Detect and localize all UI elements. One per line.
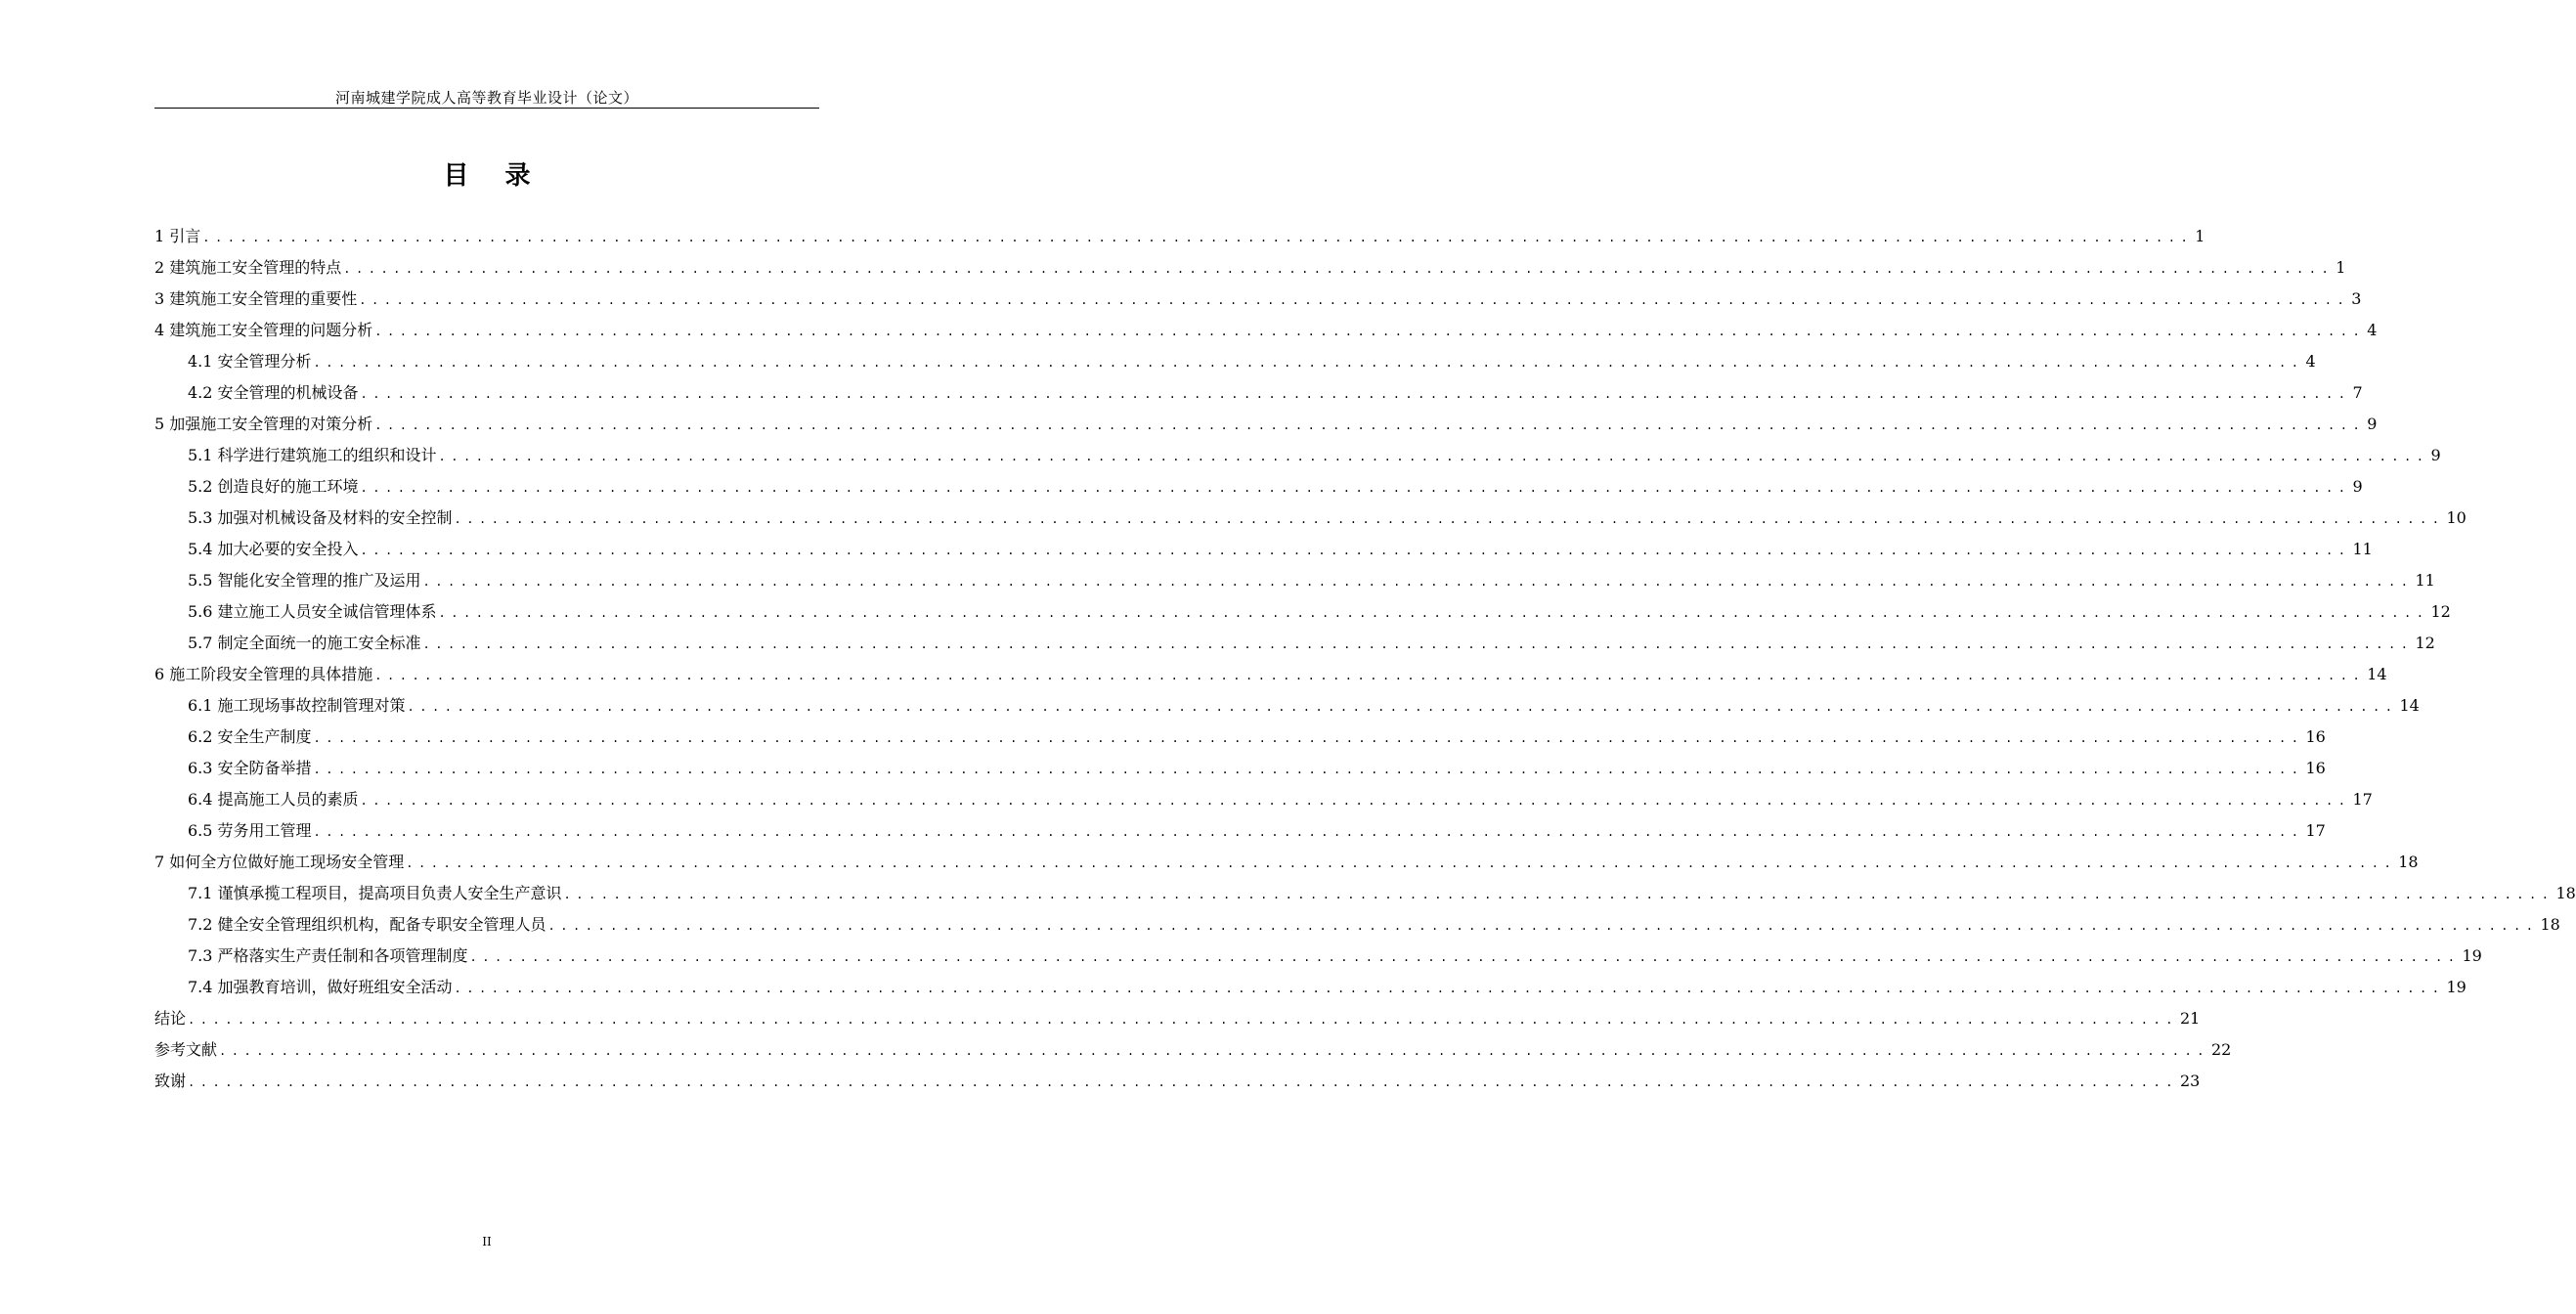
- toc-leader-dots: ................................................................................................................................................................: [438, 606, 2429, 620]
- toc-entry-page: 17: [2305, 821, 2326, 840]
- toc-leader-dots: ................................................................................................................................................................: [313, 825, 2304, 839]
- toc-entry[interactable]: [154, 722, 2326, 753]
- toc-leader-dots: ................................................................................................................................................................: [219, 1044, 2209, 1058]
- toc-entry-label: 结论: [154, 1009, 187, 1028]
- toc-leader-dots: ................................................................................................................................................................: [407, 700, 2398, 714]
- toc-leader-dots: ................................................................................................................................................................: [343, 262, 2335, 276]
- toc-entry-label: 4.1 安全管理分析: [188, 352, 312, 371]
- toc-entry-label: 7.1 谨慎承揽工程项目，提高项目负责人安全生产意识: [188, 884, 562, 902]
- toc-entry-page: 11: [2352, 540, 2373, 558]
- toc-entry[interactable]: [154, 221, 2205, 252]
- toc-entry-page: 18: [2555, 884, 2576, 902]
- toc-leader-dots: ................................................................................................................................................................: [547, 919, 2539, 933]
- toc-entry[interactable]: [154, 440, 2441, 471]
- toc-entry[interactable]: [154, 753, 2326, 784]
- toc-leader-dots: ................................................................................................................................................................: [454, 982, 2445, 995]
- toc-entry[interactable]: [154, 972, 2467, 1003]
- toc-entry-page: 18: [2398, 853, 2419, 871]
- toc-entry-label: 7.4 加强教育培训，做好班组安全活动: [188, 978, 453, 996]
- toc-entry[interactable]: [154, 659, 2387, 690]
- toc-entry-label: 7.3 严格落实生产责任制和各项管理制度: [188, 946, 468, 965]
- toc-leader-dots: ................................................................................................................................................................: [374, 418, 2366, 432]
- toc-leader-dots: ................................................................................................................................................................: [374, 669, 2366, 682]
- toc-entry-label: 4 建筑施工安全管理的问题分析: [154, 321, 373, 339]
- toc-entry[interactable]: [154, 596, 2451, 628]
- toc-entry-page: 9: [2352, 477, 2363, 496]
- toc-entry-page: 14: [2399, 696, 2420, 715]
- toc-leader-dots: ................................................................................................................................................................: [360, 544, 2351, 557]
- toc-entry-page: 7: [2352, 383, 2363, 402]
- table-of-contents: [154, 221, 2576, 1097]
- toc-entry-page: 3: [2351, 289, 2362, 308]
- toc-entry-page: 14: [2367, 665, 2387, 683]
- toc-entry-label: 7 如何全方位做好施工现场安全管理: [154, 853, 405, 871]
- toc-entry-label: 6.1 施工现场事故控制管理对策: [188, 696, 406, 715]
- toc-entry[interactable]: [154, 909, 2560, 941]
- toc-entry-label: 5.5 智能化安全管理的推广及运用: [188, 571, 421, 590]
- toc-entry-page: 18: [2540, 915, 2560, 934]
- toc-leader-dots: ................................................................................................................................................................: [188, 1075, 2178, 1089]
- toc-entry-page: 1: [2336, 258, 2346, 277]
- toc-leader-dots: ................................................................................................................................................................: [563, 888, 2554, 901]
- toc-entry-label: 6.3 安全防备举措: [188, 759, 312, 777]
- toc-entry[interactable]: [154, 847, 2419, 878]
- toc-entry-page: 9: [2430, 446, 2441, 464]
- toc-leader-dots: ................................................................................................................................................................: [313, 731, 2304, 745]
- running-header: 河南城建学院成人高等教育毕业设计（论文）: [334, 89, 638, 107]
- toc-entry-page: 4: [2305, 352, 2316, 371]
- toc-entry-page: 19: [2462, 946, 2482, 965]
- toc-entry[interactable]: [154, 941, 2482, 972]
- toc-entry-page: 17: [2352, 790, 2373, 809]
- toc-entry-label: 5.2 创造良好的施工环境: [188, 477, 359, 496]
- toc-entry-label: 5.6 建立施工人员安全诚信管理体系: [188, 602, 437, 621]
- toc-leader-dots: ................................................................................................................................................................: [360, 794, 2351, 808]
- toc-leader-dots: ................................................................................................................................................................: [406, 856, 2397, 870]
- toc-leader-dots: ................................................................................................................................................................: [313, 356, 2304, 370]
- toc-entry-page: 23: [2179, 1072, 2201, 1090]
- toc-entry-page: 12: [2430, 602, 2451, 621]
- toc-entry-page: 22: [2210, 1040, 2232, 1059]
- toc-entry-page: 10: [2446, 508, 2467, 527]
- toc-leader-dots: ................................................................................................................................................................: [202, 231, 2194, 244]
- toc-entry-label: 参考文献: [154, 1040, 218, 1059]
- toc-leader-dots: ................................................................................................................................................................: [422, 575, 2414, 589]
- toc-entry[interactable]: [154, 628, 2435, 659]
- toc-entry[interactable]: [154, 534, 2373, 565]
- toc-entry-page: 4: [2367, 321, 2378, 339]
- toc-entry-label: 致谢: [154, 1072, 187, 1090]
- toc-entry-label: 6.2 安全生产制度: [188, 727, 312, 746]
- toc-entry-page: 12: [2415, 634, 2435, 652]
- toc-entry-label: 5.1 科学进行建筑施工的组织和设计: [188, 446, 437, 464]
- toc-entry[interactable]: [154, 377, 2363, 409]
- toc-entry[interactable]: [154, 878, 2576, 909]
- toc-entry[interactable]: [154, 503, 2467, 534]
- toc-entry[interactable]: [154, 252, 2346, 284]
- toc-entry-page: 1: [2195, 227, 2205, 245]
- toc-entry-label: 6 施工阶段安全管理的具体措施: [154, 665, 373, 683]
- toc-entry[interactable]: [154, 815, 2326, 847]
- toc-leader-dots: ................................................................................................................................................................: [360, 387, 2351, 401]
- toc-entry-label: 6.5 劳务用工管理: [188, 821, 312, 840]
- toc-leader-dots: ................................................................................................................................................................: [374, 325, 2366, 338]
- toc-entry[interactable]: [154, 690, 2420, 722]
- toc-entry[interactable]: [154, 784, 2373, 815]
- page-number: II: [482, 1235, 492, 1248]
- toc-leader-dots: ................................................................................................................................................................: [438, 450, 2429, 463]
- toc-entry-page: 16: [2305, 727, 2326, 746]
- toc-entry-page: 19: [2446, 978, 2467, 996]
- toc-leader-dots: ................................................................................................................................................................: [469, 950, 2461, 964]
- toc-entry-label: 5.4 加大必要的安全投入: [188, 540, 359, 558]
- toc-entry[interactable]: [154, 471, 2363, 503]
- header-rule: [154, 108, 819, 109]
- toc-entry-label: 4.2 安全管理的机械设备: [188, 383, 359, 402]
- toc-entry[interactable]: [154, 1003, 2201, 1034]
- toc-entry-label: 5 加强施工安全管理的对策分析: [154, 415, 373, 433]
- toc-leader-dots: ................................................................................................................................................................: [188, 1013, 2178, 1027]
- toc-entry-label: 5.3 加强对机械设备及材料的安全控制: [188, 508, 453, 527]
- toc-entry-label: 2 建筑施工安全管理的特点: [154, 258, 342, 277]
- toc-entry-page: 11: [2415, 571, 2435, 590]
- toc-leader-dots: ................................................................................................................................................................: [359, 293, 2350, 307]
- toc-entry-label: 3 建筑施工安全管理的重要性: [154, 289, 358, 308]
- toc-entry-page: 21: [2179, 1009, 2201, 1028]
- toc-leader-dots: ................................................................................................................................................................: [454, 512, 2445, 526]
- toc-entry[interactable]: [154, 565, 2435, 596]
- toc-title: 目 录: [443, 161, 545, 191]
- toc-entry[interactable]: [154, 1066, 2201, 1097]
- toc-entry[interactable]: [154, 284, 2362, 315]
- toc-leader-dots: ................................................................................................................................................................: [313, 763, 2304, 776]
- toc-entry-page: 16: [2305, 759, 2326, 777]
- toc-entry[interactable]: [154, 1034, 2232, 1066]
- toc-entry-label: 5.7 制定全面统一的施工安全标准: [188, 634, 421, 652]
- toc-leader-dots: ................................................................................................................................................................: [360, 481, 2351, 495]
- toc-entry[interactable]: [154, 346, 2316, 377]
- toc-entry-label: 7.2 健全安全管理组织机构，配备专职安全管理人员: [188, 915, 546, 934]
- toc-entry-page: 9: [2367, 415, 2378, 433]
- toc-entry-label: 6.4 提高施工人员的素质: [188, 790, 359, 809]
- toc-leader-dots: ................................................................................................................................................................: [422, 637, 2414, 651]
- toc-entry[interactable]: [154, 315, 2378, 346]
- toc-entry-label: 1 引言: [154, 227, 201, 245]
- toc-entry[interactable]: [154, 409, 2378, 440]
